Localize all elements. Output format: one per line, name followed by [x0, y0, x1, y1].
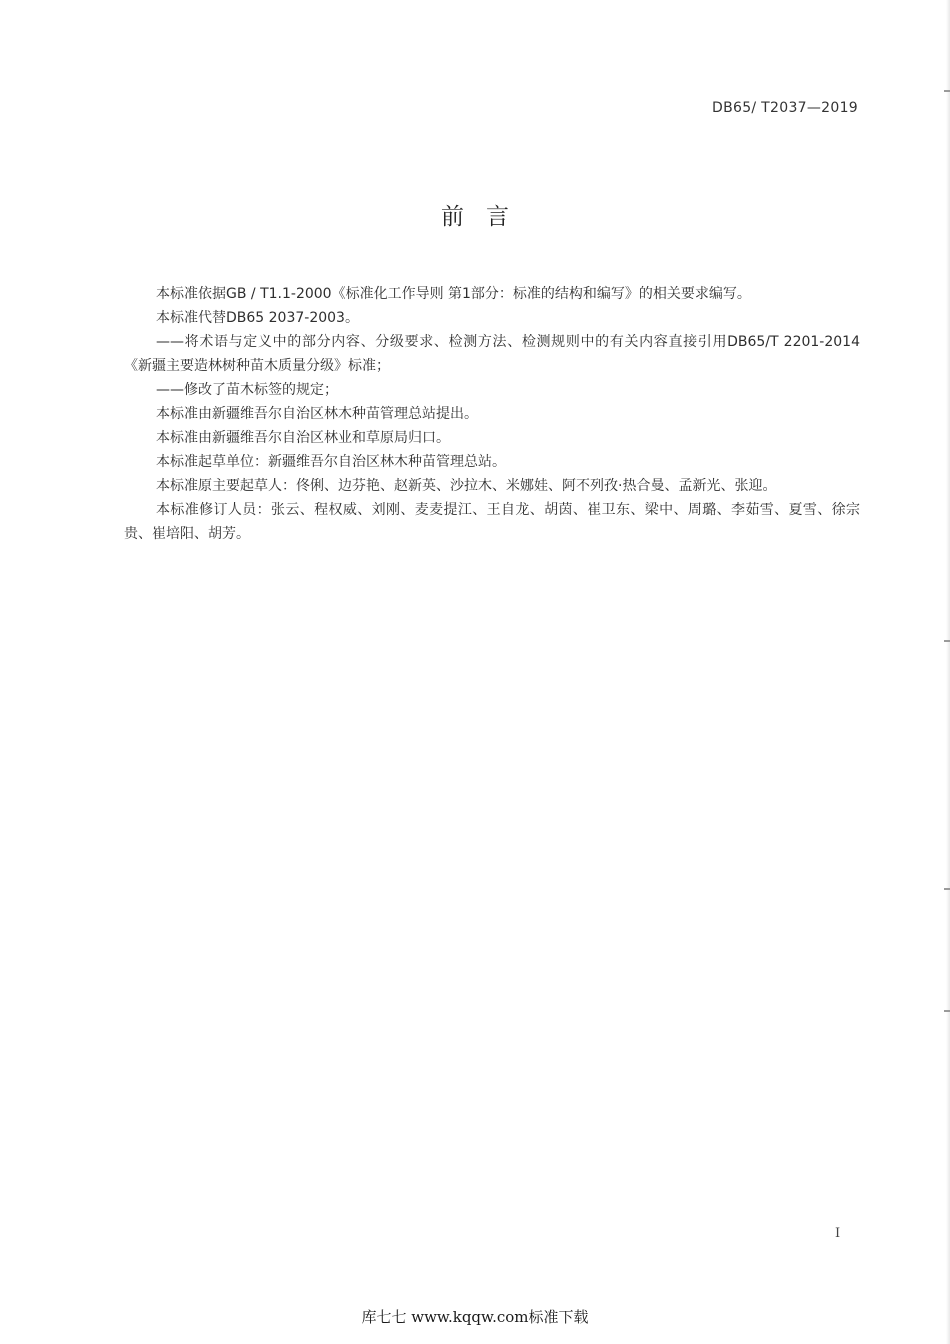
page-title: 前言	[441, 204, 531, 230]
paragraph-change-label: ——修改了苗木标签的规定；	[156, 382, 338, 398]
paragraph-change-terms: ——将术语与定义中的部分内容、分级要求、检测方法、检测规则中的有关内容直接引用DB65/T 2201-2014《新疆主要造林树种苗木质量分级》标准；	[124, 334, 860, 374]
paragraph-basis: 本标准依据GB / T1.1-2000《标准化工作导则 第1部分：标准的结构和编写》的相关要求编写。	[156, 286, 751, 302]
page-number: I	[835, 1226, 841, 1241]
foreword-body	[124, 282, 860, 546]
scan-edge-mark	[944, 888, 950, 890]
scan-edge-mark	[944, 640, 950, 642]
paragraph-drafting-unit: 本标准起草单位：新疆维吾尔自治区林木种苗管理总站。	[156, 454, 506, 470]
paragraph-original-drafters: 本标准原主要起草人：佟俐、边芬艳、赵新英、沙拉木、米娜娃、阿不列孜·热合曼、孟新光、张迎。	[156, 478, 777, 494]
scan-edge-mark	[944, 90, 950, 92]
paragraph-replaces: 本标准代替DB65 2037-2003。	[156, 310, 359, 326]
paragraph-centralized-by: 本标准由新疆维吾尔自治区林业和草原局归口。	[156, 430, 450, 446]
paragraph-proposed-by: 本标准由新疆维吾尔自治区林木种苗管理总站提出。	[156, 406, 478, 422]
document-code: DB65/ T2037—2019	[712, 100, 858, 116]
paragraph-revisers: 本标准修订人员：张云、程权威、刘刚、麦麦提江、王自龙、胡茵、崔卫东、梁中、周璐、李茹雪、夏雪、徐宗贵、崔培阳、胡芳。	[124, 502, 860, 542]
footer-watermark: 库七七 www.kqqw.com标准下载	[361, 1308, 589, 1326]
scan-edge-mark	[944, 1010, 950, 1012]
